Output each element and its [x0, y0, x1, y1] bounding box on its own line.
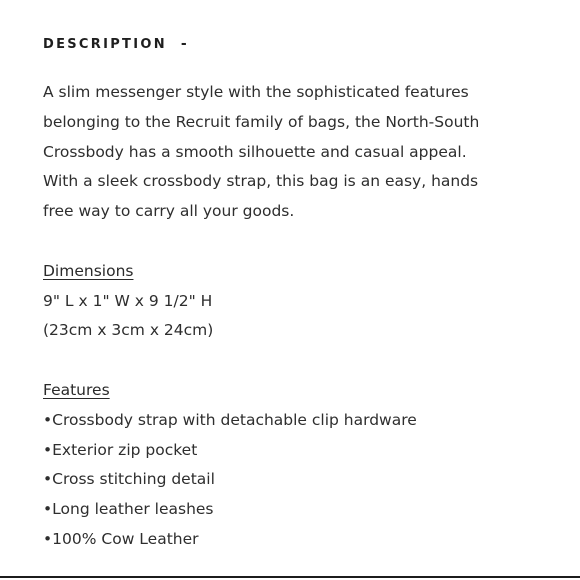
features-heading: Features [43, 380, 110, 399]
description-line: With a sleek crossbody strap, this bag is an easy, hands [43, 172, 479, 191]
description-accordion-header[interactable] [43, 36, 187, 52]
dimensions-heading: Dimensions [43, 261, 134, 280]
feature-item: •Exterior zip pocket [43, 440, 198, 459]
feature-item: •Cross stitching detail [43, 470, 215, 489]
collapse-toggle-icon[interactable]: - [180, 36, 187, 52]
bottom-divider [0, 576, 580, 578]
feature-item: •Crossbody strap with detachable clip hardware [43, 410, 417, 429]
accordion-title: DESCRIPTION [43, 36, 167, 52]
features-section [43, 376, 543, 555]
description-content [43, 78, 543, 555]
feature-item: •Long leather leashes [43, 500, 214, 519]
dimensions-imperial: 9" L x 1" W x 9 1/2" H [43, 291, 213, 310]
dimensions-section [43, 257, 543, 346]
spacer [43, 346, 543, 376]
features-list [43, 406, 543, 555]
description-line: belonging to the Recruit family of bags, the North-South [43, 112, 480, 131]
description-line: Crossbody has a smooth silhouette and casual appeal. [43, 142, 467, 161]
description-paragraph [43, 78, 543, 227]
description-line: free way to carry all your goods. [43, 202, 295, 221]
description-line: A slim messenger style with the sophisticated features [43, 83, 469, 101]
spacer [43, 227, 543, 257]
feature-item: •100% Cow Leather [43, 529, 199, 548]
dimensions-metric: (23cm x 3cm x 24cm) [43, 321, 214, 340]
